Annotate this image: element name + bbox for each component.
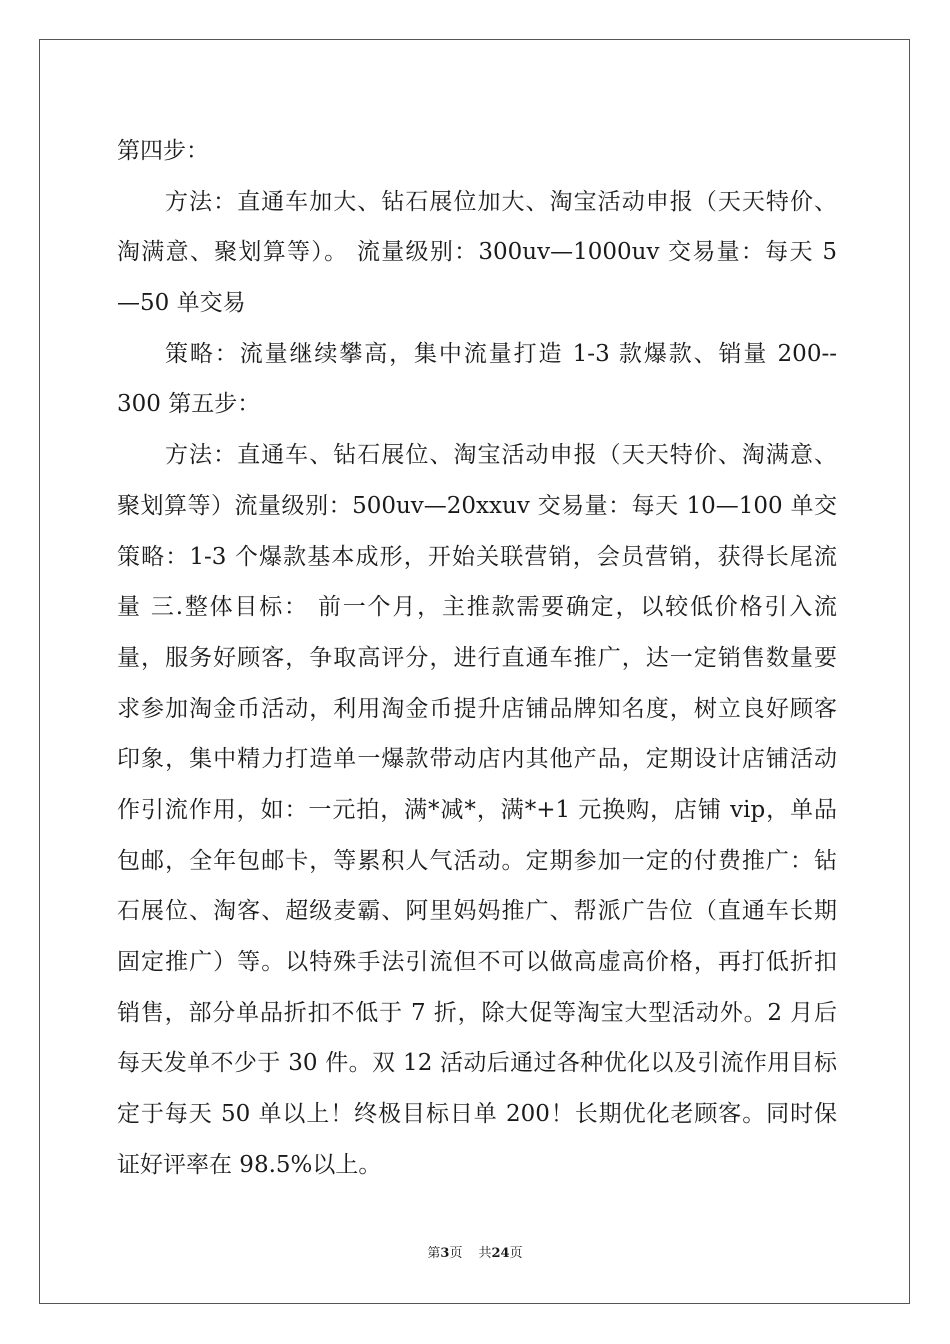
page-number: 3 — [440, 1246, 450, 1261]
text-line: 印象，集中精力打造单一爆款带动店内其他产品，定期设计店铺活动 — [117, 746, 837, 773]
document-body — [117, 126, 837, 1190]
text-line: 石展位、淘客、超级麦霸、阿里妈妈推广、帮派广告位（直通车长期 — [117, 898, 837, 925]
text-line: 每天发单不少于 30 件。双 12 活动后通过各种优化以及引流作用目标 — [117, 1050, 837, 1077]
text-line: 策略：1-3 个爆款基本成形，开始关联营销，会员营销，获得长尾流 — [117, 543, 837, 570]
text-line: 作引流作用，如：一元拍，满*减*，满*+1 元换购，店铺 vip，单品 — [117, 796, 837, 823]
page-label-suffix: 页 — [449, 1246, 463, 1261]
text-line: 第四步： — [117, 138, 209, 164]
page-label-prefix: 第 — [427, 1246, 441, 1261]
page-footer — [0, 1246, 950, 1262]
text-line: 定于每天 50 单以上！终极目标日单 200！长期优化老顾客。同时保 — [117, 1101, 837, 1128]
text-line: 销售，部分单品折扣不低于 7 折，除大促等淘宝大型活动外。2 月后 — [117, 999, 837, 1026]
total-label-prefix: 共 — [478, 1246, 492, 1261]
text-line: 固定推广）等。以特殊手法引流但不可以做高虚高价格，再打低折扣 — [117, 949, 837, 975]
text-line: 方法：直通车、钻石展位、淘宝活动申报（天天特价、淘满意、 — [165, 442, 837, 469]
text-line: 策略：流量继续攀高，集中流量打造 1-3 款爆款、销量 200-- — [165, 340, 837, 367]
total-pages: 24 — [491, 1246, 510, 1261]
text-line: —50 单交易 — [117, 290, 246, 317]
text-line: 300 第五步： — [117, 391, 261, 418]
total-label-suffix: 页 — [509, 1246, 523, 1261]
text-line: 求参加淘金币活动，利用淘金币提升店铺品牌知名度，树立良好顾客 — [117, 695, 837, 722]
text-line: 聚划算等）流量级别：500uv—20xxuv 交易量：每天 10—100 单交 — [117, 492, 837, 519]
text-line: 证好评率在 98.5%以上。 — [117, 1151, 382, 1178]
text-line: 淘满意、聚划算等）。 流量级别：300uv—1000uv 交易量：每天 5 — [117, 239, 837, 266]
text-line: 量，服务好顾客，争取高评分，进行直通车推广，达一定销售数量要 — [117, 644, 837, 671]
text-line: 量 三.整体目标： 前一个月，主推款需要确定，以较低价格引入流 — [117, 594, 837, 621]
text-line: 包邮，全年包邮卡，等累积人气活动。定期参加一定的付费推广：钻 — [117, 847, 837, 874]
text-line: 方法：直通车加大、钻石展位加大、淘宝活动申报（天天特价、 — [165, 188, 837, 215]
